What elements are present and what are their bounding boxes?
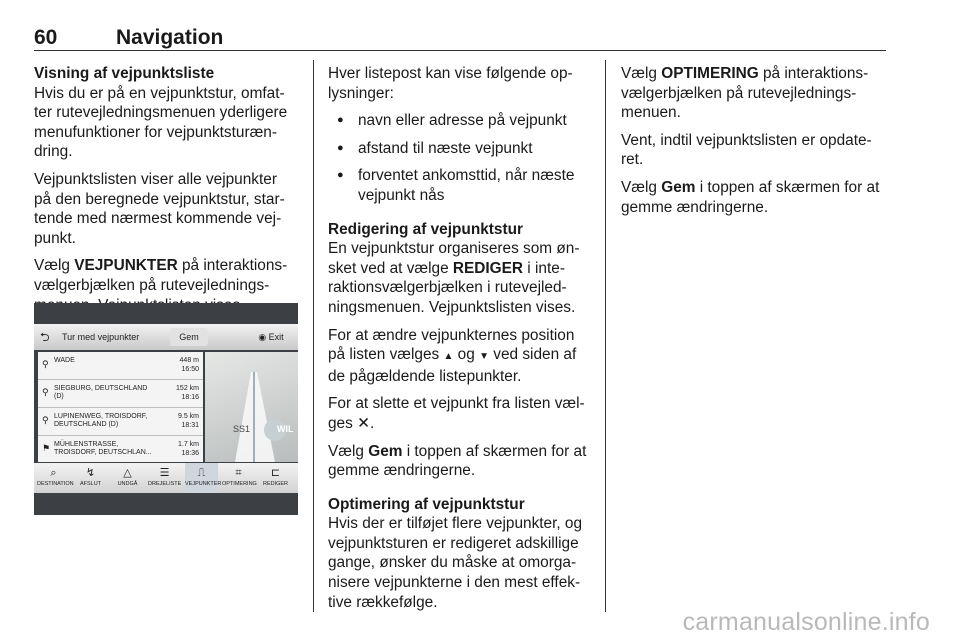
infotainment-screenshot bbox=[34, 303, 298, 515]
down-arrow-icon: ▼ bbox=[479, 351, 489, 363]
list-item[interactable]: ⚲ WADE 448 m 16:50 bbox=[38, 352, 203, 380]
paragraph: Vent, indtil vejpunktslisten er opdate- ret. bbox=[621, 131, 872, 169]
route-cancel-icon: ↯ bbox=[85, 467, 96, 479]
optimize-icon: ⌗ bbox=[235, 467, 242, 479]
watermark-footer: carmanualsonline.info bbox=[682, 608, 930, 636]
paragraph: En vejpunktstur organiseres som øn- sket ved at vælge REDIGER i inte- raktionsvælgerbjælken i rutevejled- ningsmenuen. Vejpunktslisten vises. bbox=[328, 240, 580, 316]
paragraph: For at slette et vejpunkt fra listen væl- ges ✕. bbox=[328, 395, 585, 432]
undga-button[interactable]: △ UNDGÅ bbox=[111, 463, 144, 493]
delete-x-icon: ✕ bbox=[357, 414, 370, 432]
paragraph: Hvis du er på en vejpunktstur, omfat- ter rutevejledningsmenuen yderligere menufunktioner for vejpunktsturæn- dring. bbox=[34, 84, 288, 161]
paragraph: Hvis der er tilføjet flere vejpunkter, og vejpunktsturen er redigeret adskillige gange, ønsker du måske at omorga- nisere vejpunkterne i den mest effek- tive rækkefølge. bbox=[328, 515, 583, 611]
warning-icon: △ bbox=[123, 467, 132, 479]
paragraph: Vælg Gem i toppen af skærmen for at gemme ændringerne. bbox=[328, 442, 587, 480]
column-divider-1 bbox=[313, 60, 314, 612]
waypoints-icon: ⎍ bbox=[197, 467, 206, 479]
map-road-graphic bbox=[205, 352, 298, 462]
gem-button[interactable]: Gem bbox=[170, 328, 208, 346]
paragraph: Vælg VEJPUNKTER på interaktions- vælgerbjælken på rutevejlednings- bbox=[34, 257, 288, 294]
map-label: SS1 bbox=[233, 424, 251, 434]
waypoint-icon: ⚲ bbox=[42, 415, 49, 425]
column-2 bbox=[328, 64, 600, 620]
destination-button[interactable]: ⌕ DESTINATION bbox=[37, 467, 74, 487]
page-title: Navigation bbox=[116, 26, 224, 49]
list-item: ● navn eller adresse på vejpunkt bbox=[328, 111, 600, 131]
term-optimering: OPTIMERING bbox=[661, 65, 759, 82]
heading-waypoint-list: Visning af vejpunktsliste bbox=[34, 65, 215, 82]
magnifier-icon: ⌕ bbox=[50, 467, 57, 479]
exit-icon: ◉ bbox=[258, 332, 269, 342]
exit-button[interactable]: ◉ Exit bbox=[258, 332, 284, 342]
list-item[interactable]: ⚲ SIEGBURG, DEUTSCHLAND (D) 152 km 18:16 bbox=[38, 380, 203, 408]
list-item: ● forventet ankomsttid, når næste vejpunkt nås bbox=[328, 166, 600, 205]
paragraph: Hver listepost kan vise følgende op- lysninger: bbox=[328, 65, 573, 102]
turn-list-icon: ☰ bbox=[159, 467, 170, 479]
list-item[interactable]: ⚑ MÜHLENSTRASSE, TROISDORF, DEUTSCHLAN... 1.7 km 18:36 bbox=[42, 441, 199, 457]
screen-top-bar bbox=[34, 324, 298, 350]
vejpunkter-button[interactable]: ⎍ VEJPUNKTER bbox=[185, 463, 218, 493]
column-3 bbox=[621, 64, 889, 225]
optimering-button[interactable]: ⌗ OPTIMERING bbox=[222, 467, 257, 487]
heading-optimize-tour: Optimering af vejpunktstur bbox=[328, 495, 525, 513]
drejeliste-button[interactable]: ☰ DREJELISTE bbox=[148, 467, 182, 487]
term-gem: Gem bbox=[368, 442, 403, 460]
page-header bbox=[34, 26, 886, 52]
column-divider-2 bbox=[605, 60, 606, 612]
waypoint-icon: ⚲ bbox=[42, 359, 49, 369]
waypoint-icon: ⚲ bbox=[42, 387, 49, 397]
heading-edit-tour: Redigering af vejpunktstur bbox=[328, 220, 523, 238]
screen-title: Tur med vejpunkter bbox=[62, 332, 140, 342]
paragraph: Vælg OPTIMERING på interaktions- vælgerbjælken på rutevejlednings- menuen. bbox=[621, 65, 869, 122]
list-item[interactable]: ⚲ LUPINENWEG, TROISDORF, DEUTSCHLAND (D) 9.5 km 18:31 bbox=[38, 408, 203, 436]
column-1 bbox=[34, 64, 302, 323]
term-rediger: REDIGER bbox=[452, 259, 524, 277]
interaction-selector-bar bbox=[34, 463, 298, 493]
destination-flag-icon: ⚑ bbox=[42, 443, 51, 453]
paragraph: Vælg Gem i toppen af skærmen for at gemme ændringerne. bbox=[621, 178, 880, 216]
rediger-button[interactable]: ⊏ REDIGER bbox=[259, 463, 292, 493]
page-number: 60 bbox=[34, 26, 58, 49]
list-item: ● afstand til næste vejpunkt bbox=[328, 139, 600, 159]
back-arrow-icon[interactable]: ⮌ bbox=[40, 330, 50, 344]
map-view bbox=[205, 352, 298, 462]
up-arrow-icon: ▲ bbox=[443, 351, 454, 363]
term-vejpunkter: VEJPUNKTER bbox=[74, 257, 178, 275]
waypoint-list bbox=[38, 352, 203, 462]
paragraph: For at ændre vejpunkternes position på listen vælges ▲ og ▼ ved siden af de pågældende listepunkter. bbox=[328, 326, 577, 385]
afslut-button[interactable]: ↯ AFSLUT bbox=[74, 463, 107, 493]
paragraph: Vejpunktslisten viser alle vejpunkter på den beregnede vejpunktstur, star- tende med nærmest kommende vej- punkt. bbox=[34, 170, 285, 247]
header-rule bbox=[34, 50, 886, 51]
term-gem: Gem bbox=[661, 178, 696, 196]
map-label: WIL bbox=[277, 424, 294, 434]
edit-route-icon: ⊏ bbox=[270, 467, 281, 479]
options-list bbox=[328, 111, 600, 205]
